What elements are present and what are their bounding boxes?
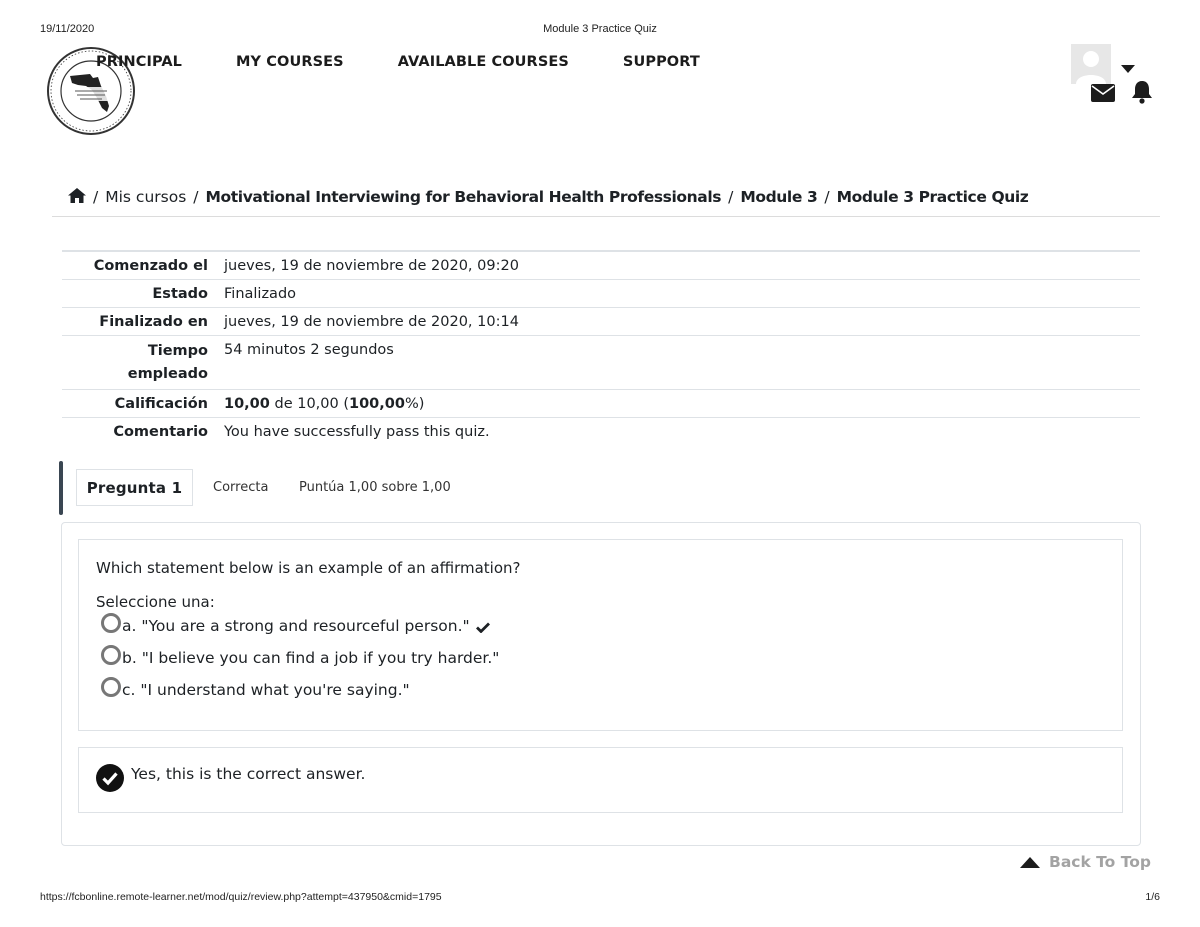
- breadcrumb-quiz[interactable]: Module 3 Practice Quiz: [836, 188, 1029, 206]
- print-page-number: 1/6: [1145, 891, 1160, 903]
- answer-label: b. "I believe you can find a job if you try harder.": [122, 649, 500, 667]
- radio-icon[interactable]: [101, 677, 121, 697]
- summary-value: 54 minutos 2 segundos: [224, 342, 394, 358]
- bell-icon[interactable]: [1131, 80, 1153, 108]
- caret-down-icon[interactable]: [1121, 59, 1135, 78]
- checkmark-icon: [476, 619, 490, 637]
- check-circle-icon: [96, 764, 124, 796]
- avatar[interactable]: [1071, 44, 1111, 84]
- answer-label: a. "You are a strong and resourceful person.": [122, 617, 470, 635]
- answer-label: c. "I understand what you're saying.": [122, 681, 410, 699]
- summary-value: jueves, 19 de noviembre de 2020, 10:14: [224, 314, 519, 330]
- breadcrumb-course[interactable]: Motivational Interviewing for Behavioral Health Professionals: [205, 188, 722, 206]
- summary-value: [214, 390, 1140, 418]
- feedback-text: Yes, this is the correct answer.: [131, 765, 366, 783]
- breadcrumb-separator: /: [193, 188, 199, 206]
- grade-percent: 100,00: [349, 396, 405, 412]
- answer-prompt: Seleccione una:: [96, 593, 215, 611]
- summary-label: Calificación: [114, 396, 208, 412]
- summary-value: Finalizado: [224, 286, 297, 302]
- user-avatar-icon: [1071, 44, 1111, 84]
- summary-label: [62, 336, 214, 390]
- print-header: [40, 23, 1160, 37]
- breadcrumb-separator: /: [824, 188, 830, 206]
- summary-row-time: [62, 336, 1140, 390]
- nav-item-support[interactable]: SUPPORT: [622, 54, 700, 70]
- summary-row-comment: [62, 418, 1140, 446]
- answer-feedback: [78, 747, 1123, 813]
- print-footer: [40, 891, 1160, 905]
- envelope-icon[interactable]: [1091, 84, 1115, 106]
- summary-label: Estado: [152, 286, 208, 302]
- question-number: Pregunta 1: [76, 469, 193, 506]
- main-nav: [96, 54, 754, 74]
- summary-label: Comenzado el: [93, 258, 208, 274]
- print-date: 19/11/2020: [40, 23, 95, 35]
- breadcrumb-separator: /: [728, 188, 734, 206]
- breadcrumb-separator: /: [93, 188, 99, 206]
- grade-mid: de 10,00 (: [269, 396, 349, 412]
- question-text: Which statement below is an example of an affirmation?: [96, 559, 521, 577]
- summary-label-line: Tiempo: [147, 343, 208, 359]
- answer-option-c[interactable]: [101, 680, 410, 700]
- summary-label-line: empleado: [127, 366, 208, 382]
- question-grade: Puntúa 1,00 sobre 1,00: [299, 480, 451, 495]
- question-status-bar: [59, 461, 63, 515]
- back-to-top-link[interactable]: [1020, 853, 1151, 871]
- breadcrumb: [68, 186, 1160, 208]
- summary-label: Comentario: [113, 424, 208, 440]
- home-icon[interactable]: [68, 188, 86, 207]
- radio-icon[interactable]: [101, 613, 121, 633]
- back-to-top-label: Back To Top: [1049, 853, 1151, 871]
- answer-option-b[interactable]: [101, 648, 499, 668]
- summary-value: You have successfully pass this quiz.: [224, 424, 490, 440]
- answer-option-a[interactable]: [101, 616, 490, 636]
- attempt-summary-table: [62, 250, 1140, 446]
- question-formulation: [78, 539, 1123, 731]
- breadcrumb-module[interactable]: Module 3: [740, 188, 818, 206]
- grade-end: %): [404, 396, 425, 412]
- nav-item-my-courses[interactable]: MY COURSES: [236, 54, 344, 70]
- breadcrumb-divider: [52, 216, 1160, 217]
- summary-row-state: [62, 280, 1140, 308]
- caret-up-icon: [1020, 857, 1040, 868]
- summary-row-started: [62, 251, 1140, 280]
- print-title: Module 3 Practice Quiz: [543, 23, 657, 35]
- nav-item-principal[interactable]: PRINCIPAL: [96, 54, 183, 70]
- summary-row-grade: [62, 390, 1140, 418]
- grade-score: 10,00: [224, 396, 270, 412]
- summary-row-finished: [62, 308, 1140, 336]
- summary-value: jueves, 19 de noviembre de 2020, 09:20: [224, 258, 519, 274]
- nav-item-available-courses[interactable]: AVAILABLE COURSES: [397, 54, 569, 70]
- summary-label: Finalizado en: [99, 314, 208, 330]
- question-state: Correcta: [213, 480, 269, 495]
- print-url: https://fcbonline.remote-learner.net/mod/quiz/review.php?attempt=437950&cmid=1795: [40, 891, 442, 903]
- breadcrumb-my-courses[interactable]: Mis cursos: [105, 188, 187, 206]
- radio-icon[interactable]: [101, 645, 121, 665]
